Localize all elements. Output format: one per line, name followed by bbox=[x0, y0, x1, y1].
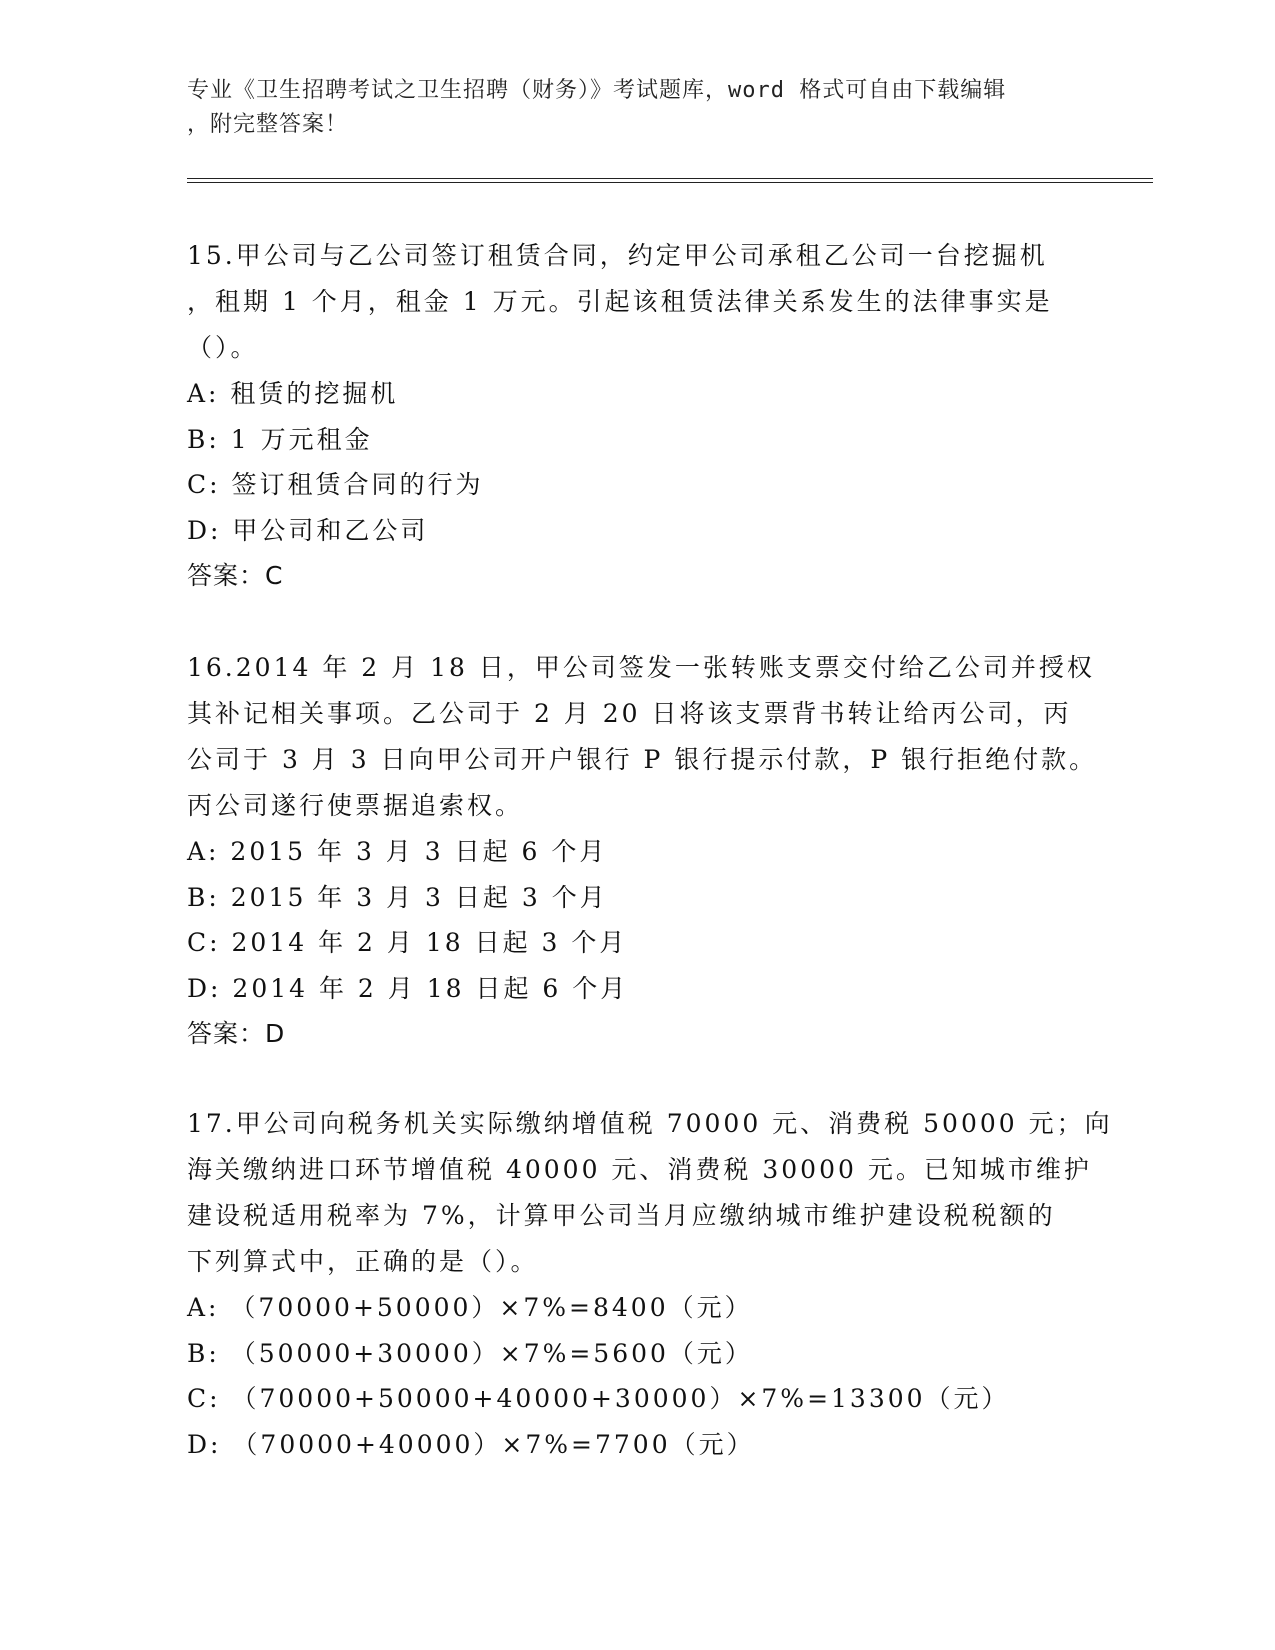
question-stem-line: 17.甲公司向税务机关实际缴纳增值税 70000 元、消费税 50000 元；向 bbox=[187, 1109, 1113, 1138]
question-stem-line: 建设税适用税率为 7%，计算甲公司当月应缴纳城市维护建设税税额的 bbox=[187, 1201, 1056, 1230]
header-divider-bottom bbox=[187, 182, 1153, 183]
option-c: C: （70000+50000+40000+30000）×7%=13300（元） bbox=[187, 1384, 1010, 1413]
question-16 bbox=[187, 645, 1098, 1057]
option-d: D: 甲公司和乙公司 bbox=[187, 515, 429, 545]
document-header bbox=[187, 74, 1087, 142]
option-d: D: （70000+40000）×7%=7700（元） bbox=[187, 1429, 755, 1459]
option-a: A: 2015 年 3 月 3 日起 6 个月 bbox=[187, 837, 608, 866]
header-line: 专业《卫生招聘考试之卫生招聘（财务）》考试题库，word 格式可自由下载编辑 bbox=[187, 78, 1007, 103]
question-stem-line: 15.甲公司与乙公司签订租赁合同，约定甲公司承租乙公司一台挖掘机 bbox=[187, 241, 1048, 270]
question-stem-line: 公司于 3 月 3 日向甲公司开户银行 P 银行提示付款，P 银行拒绝付款。 bbox=[187, 745, 1098, 774]
option-b: B: 1 万元租金 bbox=[187, 424, 373, 454]
option-b: B: （50000+30000）×7%=5600（元） bbox=[187, 1338, 753, 1368]
option-c: C: 2014 年 2 月 18 日起 3 个月 bbox=[187, 928, 628, 957]
question-15 bbox=[187, 233, 1087, 599]
question-stem-line: 海关缴纳进口环节增值税 40000 元、消费税 30000 元。已知城市维护 bbox=[187, 1155, 1092, 1184]
question-17 bbox=[187, 1101, 1113, 1467]
question-stem-line: ，租期 1 个月，租金 1 万元。引起该租赁法律关系发生的法律事实是 bbox=[187, 287, 1053, 316]
header-line: ，附完整答案！ bbox=[187, 112, 349, 137]
option-b: B: 2015 年 3 月 3 日起 3 个月 bbox=[187, 882, 608, 912]
question-stem-line: 16.2014 年 2 月 18 日，甲公司签发一张转账支票交付给乙公司并授权 bbox=[187, 653, 1095, 682]
header-divider-top bbox=[187, 178, 1153, 179]
question-stem-line: 其补记相关事项。乙公司于 2 月 20 日将该支票背书转让给丙公司，丙 bbox=[187, 699, 1072, 728]
question-stem-line: 下列算式中，正确的是（）。 bbox=[187, 1247, 539, 1276]
answer-line: 答案：D bbox=[187, 1019, 286, 1048]
answer-line: 答案：C bbox=[187, 561, 284, 590]
option-a: A: 租赁的挖掘机 bbox=[187, 379, 399, 408]
option-c: C: 签订租赁合同的行为 bbox=[187, 470, 484, 499]
question-stem-line: （）。 bbox=[187, 333, 259, 362]
question-stem-line: 丙公司遂行使票据追索权。 bbox=[187, 791, 524, 820]
option-d: D: 2014 年 2 月 18 日起 6 个月 bbox=[187, 973, 629, 1003]
option-a: A: （70000+50000）×7%=8400（元） bbox=[187, 1293, 753, 1322]
